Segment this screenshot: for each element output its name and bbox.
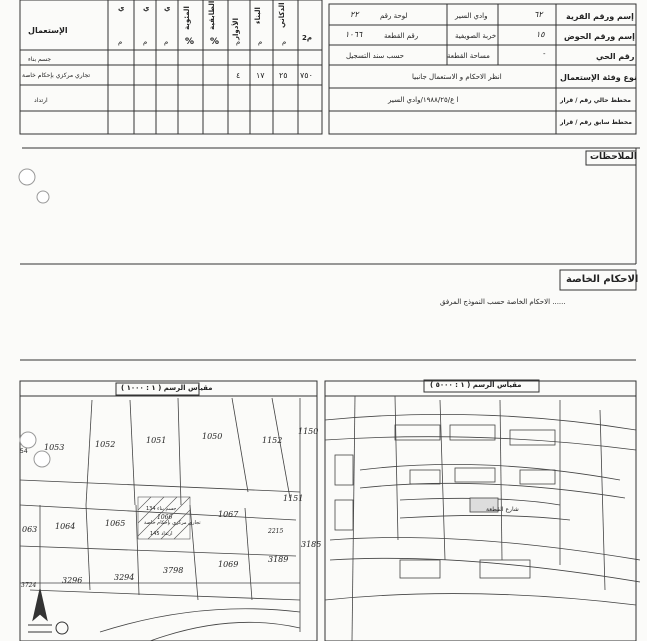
col-header-frontage: الدكاني bbox=[278, 2, 286, 28]
col-header-area: م2 bbox=[302, 34, 313, 42]
col-header-percentage: المئوية bbox=[183, 6, 191, 30]
parcel-1151: 1151 bbox=[283, 494, 304, 503]
col-header-setback-3: ي bbox=[118, 4, 125, 12]
special-provisions-title: الاحكام الخاصة bbox=[566, 274, 639, 285]
unit-label: م bbox=[258, 38, 263, 46]
parcel-1053: 1053 bbox=[44, 443, 65, 452]
district-label: رقم الحي bbox=[596, 52, 635, 61]
parcel-3294: 3294 bbox=[114, 573, 135, 582]
unit-label: م bbox=[282, 38, 287, 46]
parcel-1067: 1067 bbox=[218, 510, 239, 519]
parcel-3798: 3798 bbox=[163, 566, 184, 575]
unit-label: م bbox=[143, 38, 148, 46]
row-value-building: ١٧ bbox=[256, 71, 265, 80]
village-name: وادي السير bbox=[455, 12, 488, 20]
usage-type-label: نوع وفئة الإستعمال bbox=[560, 73, 638, 82]
village-number: ٦٢ bbox=[534, 10, 543, 19]
parcel-1065: 1065 bbox=[105, 519, 126, 528]
edge-label: 54 bbox=[20, 448, 28, 455]
parcel-063: 063 bbox=[22, 525, 38, 534]
row-value-floors: ٤ bbox=[236, 71, 241, 80]
overlay-building-label: جسم بناء 134 bbox=[146, 506, 177, 512]
parcel-1050: 1050 bbox=[202, 432, 223, 441]
pct-label: % bbox=[210, 37, 220, 47]
current-scheme-value: ا ع/١٩٨٨/٢٥/وادي السير bbox=[388, 96, 459, 104]
col-header-setback-1: ي bbox=[164, 4, 171, 12]
basin-label: إسم ورقم الحوض bbox=[564, 32, 635, 41]
parcel-1064: 1064 bbox=[55, 522, 76, 531]
row-use-building: جسم بناء bbox=[28, 56, 52, 63]
unit-label: م bbox=[236, 38, 241, 46]
col-header-usage: الإستعمال bbox=[28, 26, 68, 35]
left-map-scale: مقياس الرسم ( ١ : ١٠٠٠ ) bbox=[121, 384, 213, 392]
parcel-1066: 1066 bbox=[157, 514, 173, 521]
basin-number: ١٥ bbox=[536, 30, 545, 39]
right-map-scale: مقياس الرسم ( ١ : ٥٠٠٠ ) bbox=[430, 381, 522, 389]
unit-label: م bbox=[164, 38, 169, 46]
pct-label: % bbox=[185, 37, 195, 47]
notes-title: الملاحظات bbox=[590, 152, 638, 162]
parcel-1051: 1051 bbox=[146, 436, 167, 445]
row-value-area: ٧٥٠ bbox=[300, 71, 313, 80]
parcel-1152: 1152 bbox=[262, 436, 283, 445]
col-header-building: البناء bbox=[254, 7, 262, 24]
parcel-3189: 3189 bbox=[268, 555, 289, 564]
usage-type-value: انظر الاحكام و الاستعمال جانبيا bbox=[412, 73, 502, 81]
col-header-floors: الأدوار bbox=[232, 18, 240, 40]
parcel-1069: 1069 bbox=[218, 560, 239, 569]
row-value-frontage: ٢٥ bbox=[279, 71, 288, 80]
special-provisions-text: الاحكام الخاصة حسب النموذج المرفق ...... bbox=[440, 298, 566, 306]
previous-scheme-label: مخطط سابق رقم / قرار bbox=[560, 119, 632, 126]
unit-label: م bbox=[118, 38, 123, 46]
parcel-1150: 1150 bbox=[298, 427, 319, 436]
col-header-setback-2: ي bbox=[143, 4, 150, 12]
right-map-street-label: شارع القطعة bbox=[486, 506, 519, 513]
plate-label: لوحة رقم bbox=[380, 12, 408, 20]
district-value: - bbox=[543, 50, 546, 58]
parcel-3185: 3185 bbox=[301, 540, 322, 549]
parcel-number: ١٠٦٦ bbox=[345, 30, 363, 39]
col-header-floor-ratio: الطابقية bbox=[208, 0, 216, 30]
plate-number: ٢٢ bbox=[350, 10, 359, 19]
area-value: حسب سند التسجيل bbox=[346, 52, 404, 60]
current-scheme-label: مخطط حالي رقم / قرار bbox=[560, 97, 632, 104]
parcel-3296: 3296 bbox=[62, 576, 83, 585]
parcel-number-label: رقم القطعة bbox=[384, 32, 419, 40]
row-use-commercial: تجاري مركزي بإحكام خاصة bbox=[22, 72, 90, 79]
parcel-3724: 3724 bbox=[21, 582, 37, 589]
overlay-usage-label: تجاري مركزي بإحكام خاصة bbox=[144, 520, 201, 526]
overlay-setback-label: ارتداد 145 bbox=[150, 531, 173, 537]
basin-name: خربة الصويفية bbox=[455, 32, 497, 40]
area-label: مساحة القطعة bbox=[447, 52, 490, 60]
parcel-2215: 2215 bbox=[268, 528, 284, 535]
parcel-1052: 1052 bbox=[95, 440, 116, 449]
row-use-setback: ارتداد bbox=[34, 97, 48, 104]
village-label: إسم ورقم القرية bbox=[566, 12, 634, 21]
